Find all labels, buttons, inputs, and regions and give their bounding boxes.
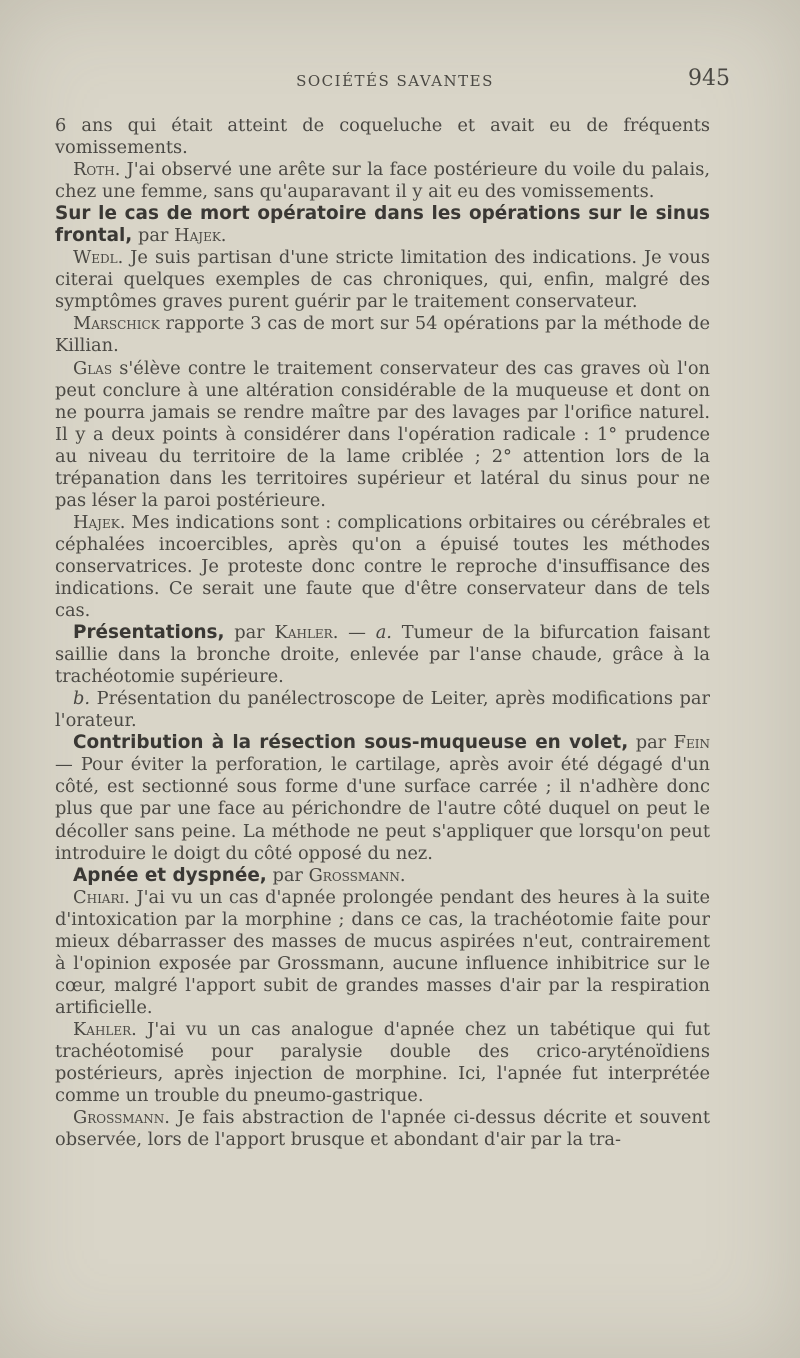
paragraph: [55, 887, 710, 1019]
heading-author: Hajek.: [174, 225, 227, 247]
paragraph: [55, 1019, 710, 1107]
speaker-name: Chiari.: [73, 886, 130, 908]
paragraph-text: 6 ans qui était atteint de coqueluche et avait eu de fréquents vomissements.: [55, 115, 710, 159]
speaker-name: Marschick: [73, 313, 160, 335]
paragraph: [55, 358, 710, 512]
heading-title: Présentations,: [73, 622, 225, 644]
paragraph: [55, 313, 710, 357]
speaker-name: Kahler.: [73, 1018, 137, 1040]
heading-author: Kahler.: [274, 622, 339, 644]
item-letter: b.: [73, 688, 91, 710]
running-title: SOCIÉTÉS SAVANTES: [296, 72, 494, 90]
article-body: [55, 115, 710, 1151]
paragraph-text: Je suis partisan d'une stricte limitation des indications. Je vous citerai quelques exemples de cas chroniques, qui, enfin, malgré des symptômes graves purent guérir par le traitement conservateur.: [55, 247, 710, 313]
paragraph-text: Tumeur de la bifurcation faisant saillie dans la bronche droite, enlevée par l'anse chaude, grâce à la trachéotomie supérieure.: [55, 622, 710, 688]
page-number: 945: [688, 66, 730, 91]
page-header: [60, 66, 730, 102]
section-heading: [55, 203, 710, 247]
heading-title: Apnée et dyspnée,: [73, 864, 267, 886]
section-heading: [55, 865, 710, 887]
speaker-name: Hajek.: [73, 511, 126, 533]
paragraph-text: Mes indications sont : complications orbitaires ou cérébrales et céphalées incoercibles, après qu'on a épuisé toutes les méthodes conservatrices. Je proteste donc contre le reproche d'insuffisance des indications. Ce serait une faute que d'être conservateur dans de tels cas.: [55, 511, 710, 622]
heading-by: par: [224, 622, 275, 644]
heading-title: Sur le cas de mort opératoire dans les opérations sur le sinus frontal,: [55, 203, 710, 247]
paragraph-text: J'ai observé une arête sur la face postérieure du voile du palais, chez une femme, sans qu'auparavant il y ait eu des vomissements.: [55, 159, 710, 203]
heading-separator: —: [338, 622, 376, 644]
paragraph-text: s'élève contre le traitement conservateur des cas graves où l'on peut conclure à une altération considérable de la muqueuse et dont on ne pourra jamais se rendre maître par des lavages par l'orifice naturel. Il y a deux points à considérer dans l'opération radicale : 1° prudence au niveau du territoire de la lame criblée ; 2° attention lors de la trépanation dans les territoires supérieur et latéral du sinus pour ne pas léser la paroi postérieure.: [55, 357, 710, 511]
paragraph: [55, 688, 710, 732]
heading-author: Fein: [673, 732, 711, 754]
section-heading: [55, 622, 710, 688]
paragraph-text: J'ai vu un cas analogue d'apnée chez un tabétique qui fut trachéotomisé pour paralysie double des crico-aryténoïdiens postérieurs, après injection de morphine. Ici, l'apnée fut interprétée comme un trouble du pneumo-gastrique.: [55, 1018, 710, 1107]
paragraph-text: J'ai vu un cas d'apnée prolongée pendant des heures à la suite d'intoxication par la morphine ; dans ce cas, la trachéotomie faite pour mieux débarrasser des masses de mucus aspirées n'eut, contrairement à l'opinion exposée par Grossmann, aucune influence inhibitrice sur le cœur, malgré l'apport subit de grandes masses d'air par la respiration artificielle.: [55, 886, 710, 1018]
paragraph-text: Je fais abstraction de l'apnée ci-dessus décrite et souvent observée, lors de l'apport brusque et abondant d'air par la tra-: [55, 1107, 710, 1151]
heading-by: par: [132, 225, 175, 247]
item-letter: a.: [375, 622, 392, 644]
heading-by: par: [628, 732, 674, 754]
heading-by: par: [266, 864, 309, 886]
speaker-name: Wedl.: [73, 247, 124, 269]
paragraph: [55, 512, 710, 622]
paragraph-text: rapporte 3 cas de mort sur 54 opérations par la méthode de Killian.: [55, 313, 710, 357]
speaker-name: Roth.: [73, 159, 121, 181]
paragraph: [55, 115, 710, 159]
paragraph: [55, 159, 710, 203]
speaker-name: Glas: [73, 357, 113, 379]
paragraph-text: — Pour éviter la perforation, le cartilage, après avoir été dégagé d'un côté, est sectionné sous forme d'une surface carrée ; il n'adhère donc plus que par une face au périchondre de l'autre côté duquel on peut le décoller sans peine. La méthode ne peut s'appliquer que lorsqu'on peut introduire le doigt du côté opposé du nez.: [55, 754, 710, 864]
paragraph: [55, 1107, 710, 1151]
heading-author: Grossmann.: [308, 864, 406, 886]
section-heading: [55, 732, 710, 864]
speaker-name: Grossmann.: [73, 1107, 170, 1129]
paragraph: [55, 247, 710, 313]
heading-title: Contribution à la résection sous-muqueuse en volet,: [73, 732, 629, 754]
paragraph-text: Présentation du panélectroscope de Leiter, après modifications par l'orateur.: [55, 688, 710, 732]
